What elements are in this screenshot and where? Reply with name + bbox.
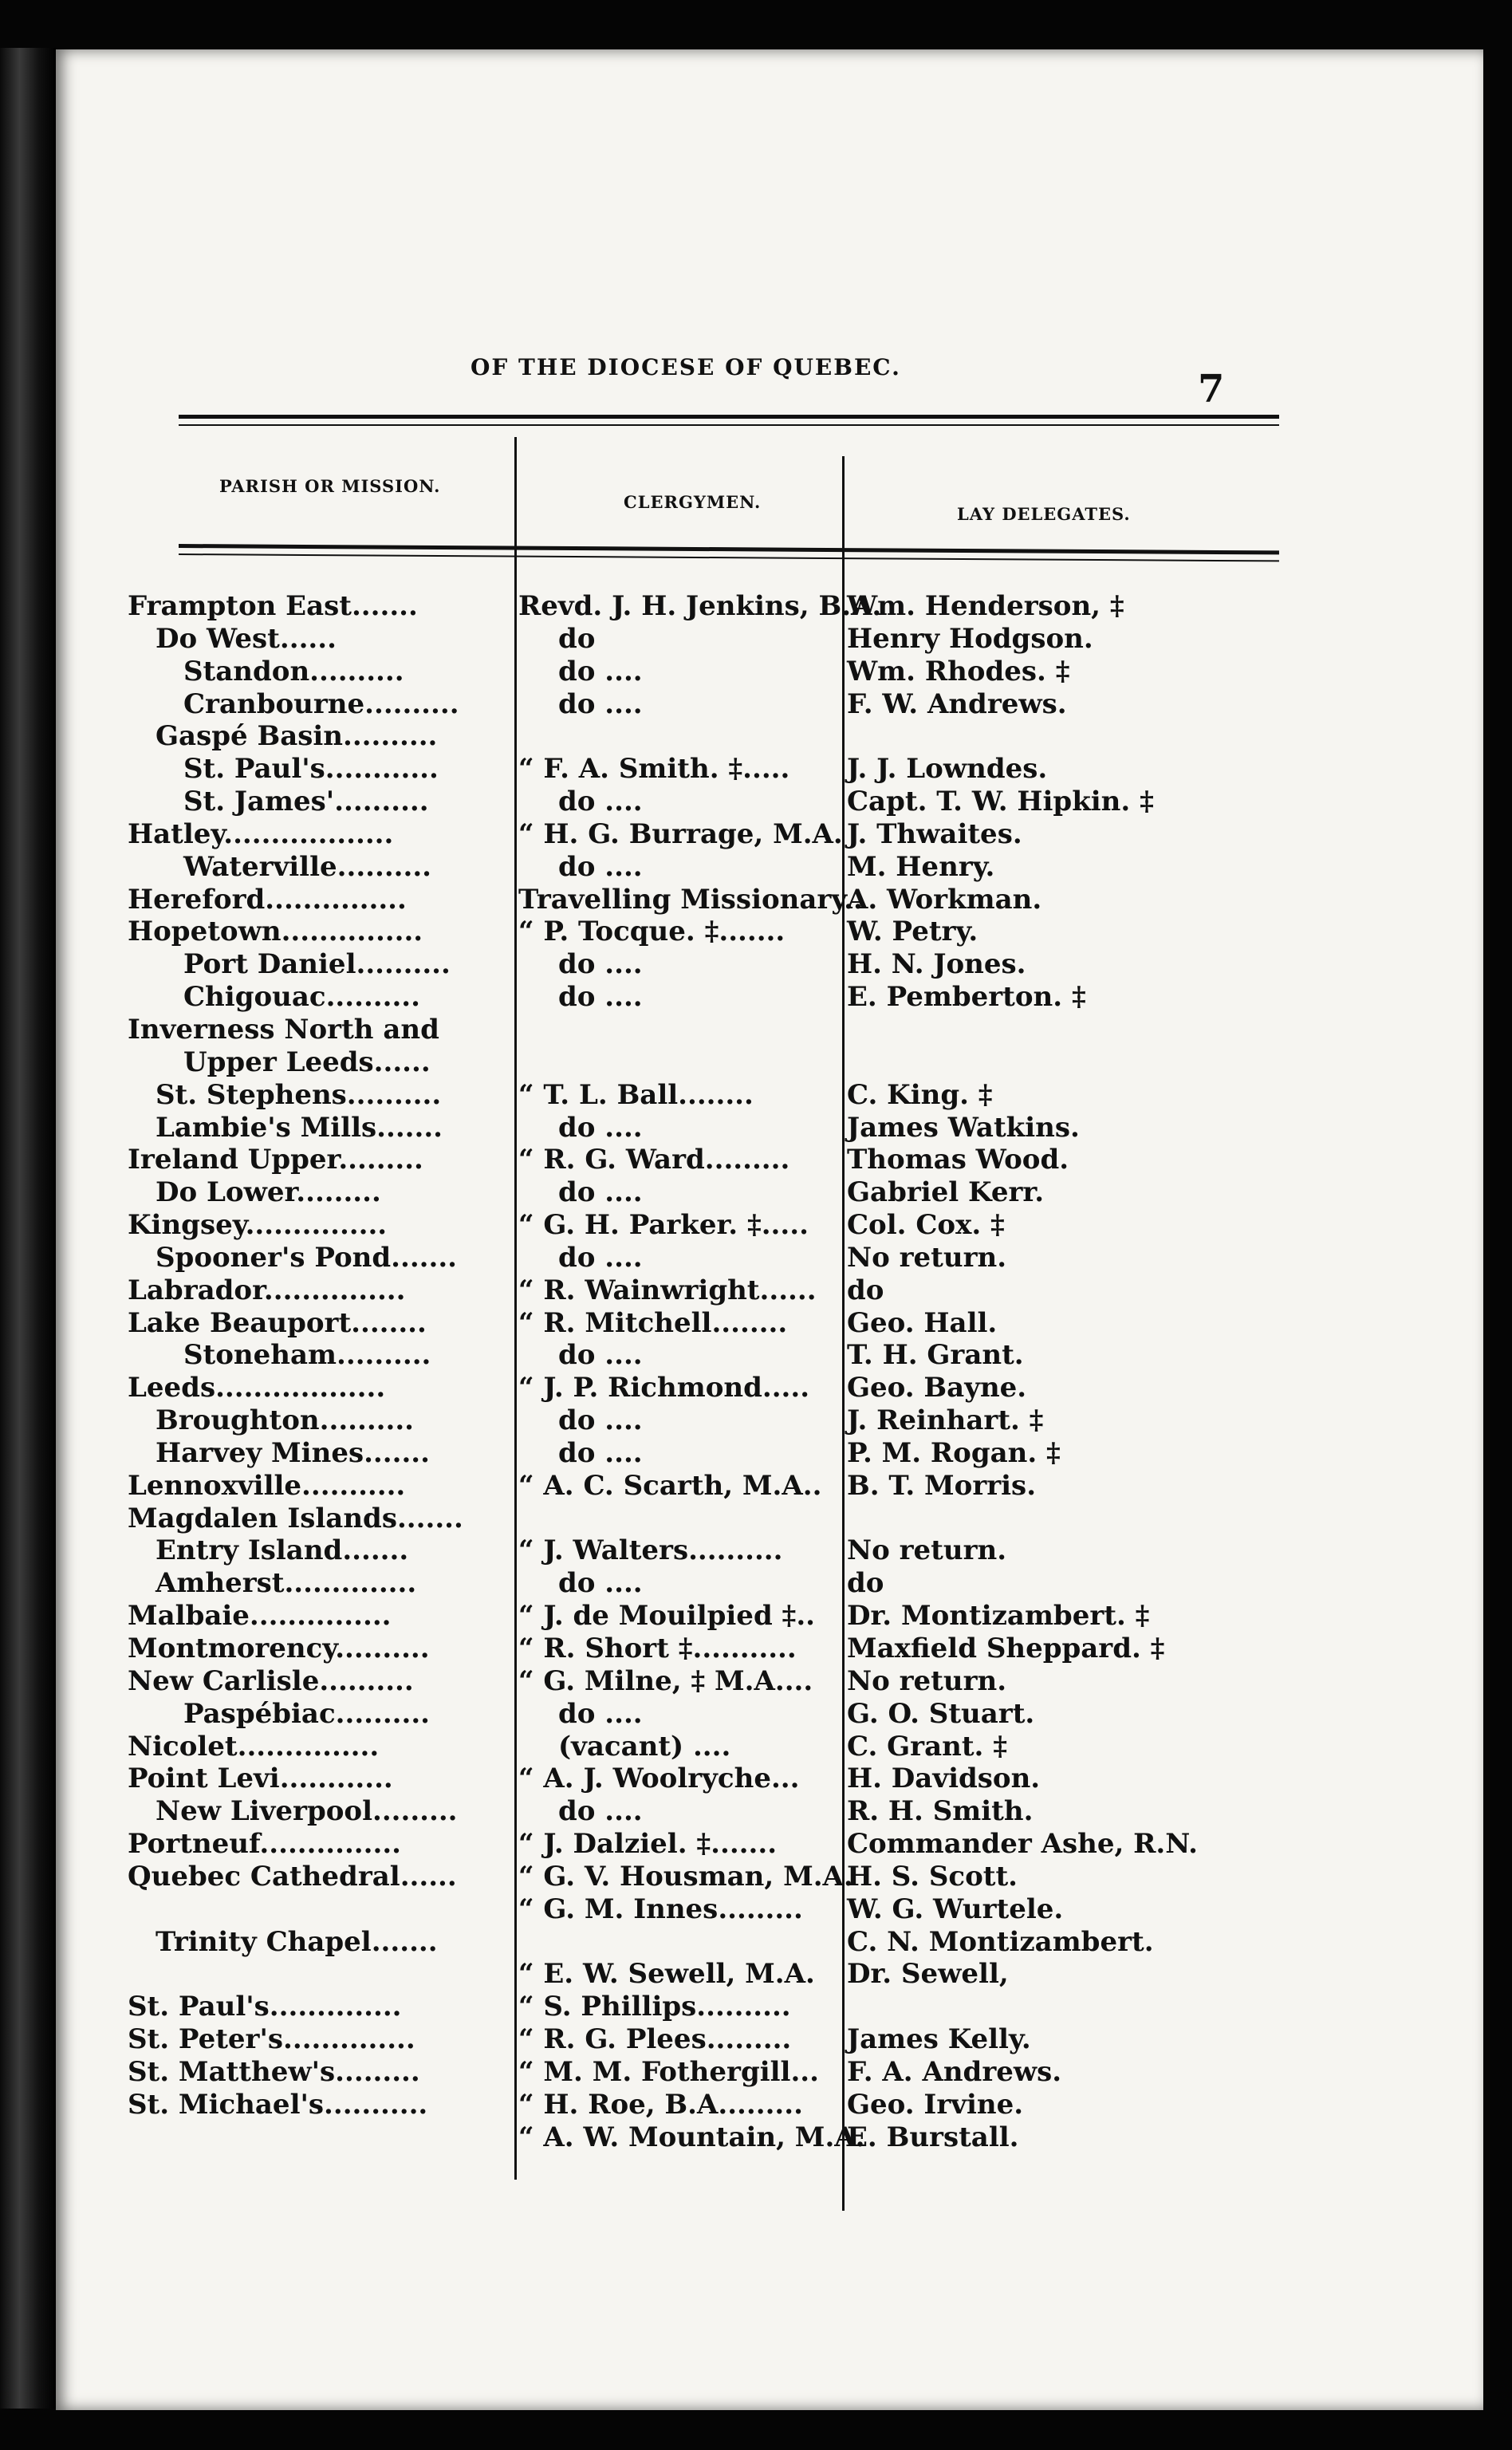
lay-delegate-cell: H. Davidson. <box>847 1763 1041 1795</box>
clergy-cell: “ J. Walters.......... <box>518 1534 783 1567</box>
parish-cell: St. Peter's.............. <box>128 2023 415 2056</box>
table-row <box>56 1861 1483 1893</box>
parish-cell: Gaspé Basin.......... <box>156 720 438 753</box>
table-row <box>56 1372 1483 1404</box>
parish-cell: Amherst.............. <box>156 1567 417 1600</box>
clergy-cell: “ J. Dalziel. ‡....... <box>518 1828 778 1861</box>
parish-cell: Stoneham.......... <box>183 1339 431 1372</box>
lay-delegate-cell: do <box>847 1274 884 1306</box>
header-rule-top <box>179 415 1279 419</box>
table-row <box>56 1828 1483 1861</box>
parish-cell: Malbaie............... <box>128 1600 392 1633</box>
table-row <box>56 1242 1483 1274</box>
book-spine <box>0 48 56 2409</box>
table-row <box>56 1046 1483 1079</box>
table-row <box>56 1763 1483 1795</box>
lay-delegate-cell: F. A. Andrews. <box>847 2055 1062 2088</box>
table-row <box>56 1503 1483 1535</box>
clergy-cell: “ F. A. Smith. ‡..... <box>518 753 790 786</box>
lay-delegate-cell: Dr. Montizambert. ‡ <box>847 1600 1150 1633</box>
table-row <box>56 1731 1483 1763</box>
lay-delegate-cell: E. Burstall. <box>847 2121 1019 2153</box>
clergy-cell: “ G. Milne, ‡ M.A.... <box>518 1664 813 1697</box>
parish-cell: Do Lower......... <box>156 1176 381 1209</box>
lay-delegate-cell: Commander Ashe, R.N. <box>847 1828 1198 1861</box>
table-row <box>56 981 1483 1014</box>
page-number: 7 <box>1198 367 1225 412</box>
lay-delegate-cell: Capt. T. W. Hipkin. ‡ <box>847 786 1154 818</box>
table-row <box>56 1567 1483 1600</box>
clergy-cell: “ A. W. Mountain, M.A. <box>518 2121 865 2153</box>
parish-cell: Waterville.......... <box>183 850 432 883</box>
parish-cell: Ireland Upper......... <box>128 1144 423 1176</box>
parish-cell: Labrador............... <box>128 1274 406 1306</box>
table-row <box>56 2056 1483 2089</box>
parish-cell: Spooner's Pond....... <box>156 1241 458 1274</box>
clergy-cell: do .... <box>558 948 643 981</box>
clergy-cell: “ R. Mitchell........ <box>518 1306 788 1339</box>
lay-delegate-cell: E. Pemberton. ‡ <box>847 981 1086 1014</box>
clergy-cell: do <box>558 622 596 655</box>
parish-cell: Quebec Cathedral...... <box>128 1860 457 1893</box>
parish-cell: St. Stephens.......... <box>156 1078 442 1111</box>
parish-cell: Lambie's Mills....... <box>156 1111 443 1144</box>
clergy-cell: “ M. M. Fothergill... <box>518 2055 819 2088</box>
parish-cell: Point Levi............ <box>128 1763 393 1795</box>
column-header-rule-thin <box>179 553 1279 561</box>
table-row <box>56 1893 1483 1926</box>
lay-delegate-cell: H. S. Scott. <box>847 1860 1018 1893</box>
parish-cell: Frampton East....... <box>128 590 418 622</box>
parish-cell: New Carlisle.......... <box>128 1664 414 1697</box>
parish-cell: Chigouac.......... <box>183 981 420 1014</box>
clergy-cell: do .... <box>558 1339 643 1372</box>
table-row <box>56 1176 1483 1209</box>
lay-delegate-cell: C. Grant. ‡ <box>847 1730 1007 1763</box>
lay-delegate-cell: Dr. Sewell, <box>847 1958 1009 1991</box>
parish-cell: Hereford............... <box>128 883 407 916</box>
lay-delegate-cell: Col. Cox. ‡ <box>847 1209 1005 1242</box>
parish-cell: Trinity Chapel....... <box>156 1925 438 1958</box>
header-rule-second <box>179 424 1279 426</box>
lay-delegate-cell: J. Thwaites. <box>847 817 1022 850</box>
lay-delegate-cell: James Kelly. <box>847 2023 1031 2056</box>
lay-delegate-cell: W. Petry. <box>847 916 978 948</box>
table-row <box>56 884 1483 916</box>
clergy-cell: do .... <box>558 850 643 883</box>
table-row <box>56 1437 1483 1470</box>
clergy-cell: (vacant) .... <box>558 1730 731 1763</box>
lay-delegate-cell: T. H. Grant. <box>847 1339 1024 1372</box>
table-row <box>56 1209 1483 1242</box>
parish-cell: Do West...... <box>156 622 337 655</box>
column-header-parish: PARISH OR MISSION. <box>219 476 441 496</box>
table-row <box>56 948 1483 981</box>
lay-delegate-cell: Wm. Rhodes. ‡ <box>847 655 1070 687</box>
parish-cell: Lake Beauport........ <box>128 1306 427 1339</box>
table-row <box>56 1991 1483 2023</box>
parish-cell: Port Daniel.......... <box>183 948 451 981</box>
table-row <box>56 688 1483 721</box>
lay-delegate-cell: M. Henry. <box>847 850 995 883</box>
table-row <box>56 1926 1483 1959</box>
parish-cell: Magdalen Islands....... <box>128 1502 463 1534</box>
clergy-cell: “ R. Wainwright...... <box>518 1274 817 1306</box>
lay-delegate-cell: C. King. ‡ <box>847 1078 993 1111</box>
table-row <box>56 753 1483 786</box>
parish-cell: Standon.......... <box>183 655 404 687</box>
clergy-cell: do .... <box>558 786 643 818</box>
clergy-cell: “ R. Short ‡........... <box>518 1633 797 1664</box>
page-header: OF THE DIOCESE OF QUEBEC. <box>471 354 901 380</box>
lay-delegate-cell: R. H. Smith. <box>847 1795 1034 1828</box>
table-row <box>56 1307 1483 1340</box>
table-row <box>56 1633 1483 1665</box>
clergy-cell: do .... <box>558 1567 643 1600</box>
parish-cell: Hopetown............... <box>128 916 423 948</box>
clergy-cell: “ S. Phillips.......... <box>518 1991 791 2023</box>
parish-cell: St. Paul's.............. <box>128 1991 402 2023</box>
table-row <box>56 720 1483 753</box>
lay-delegate-cell: C. N. Montizambert. <box>847 1925 1154 1958</box>
clergy-cell: “ H. G. Burrage, M.A. <box>518 817 843 850</box>
parish-cell: Broughton.......... <box>156 1404 415 1437</box>
lay-delegate-cell: W. G. Wurtele. <box>847 1893 1064 1925</box>
clergy-cell: do .... <box>558 1176 643 1209</box>
lay-delegate-cell: F. W. Andrews. <box>847 687 1067 720</box>
document-page <box>56 49 1483 2410</box>
table-row <box>56 2121 1483 2154</box>
table-row <box>56 1404 1483 1437</box>
lay-delegate-cell: A. Workman. <box>847 883 1042 916</box>
lay-delegate-cell: Geo. Hall. <box>847 1306 998 1339</box>
lay-delegate-cell: Geo. Bayne. <box>847 1372 1027 1404</box>
table-row <box>56 656 1483 688</box>
clergy-cell: “ J. P. Richmond..... <box>518 1372 810 1404</box>
clergy-cell: “ E. W. Sewell, M.A. <box>518 1958 815 1991</box>
parish-cell: New Liverpool......... <box>156 1795 458 1828</box>
lay-delegate-cell: P. M. Rogan. ‡ <box>847 1436 1061 1469</box>
table-row <box>56 916 1483 948</box>
clergy-cell: do .... <box>558 687 643 720</box>
lay-delegate-cell: G. O. Stuart. <box>847 1697 1035 1730</box>
clergy-cell: “ G. V. Housman, M.A. <box>518 1860 853 1893</box>
clergy-cell: “ J. de Mouilpied ‡.. <box>518 1600 816 1633</box>
parish-cell: Inverness North and <box>128 1013 439 1046</box>
parish-cell: Paspébiac.......... <box>183 1697 431 1730</box>
clergy-cell: do .... <box>558 1404 643 1437</box>
clergy-cell: do .... <box>558 1241 643 1274</box>
table-row <box>56 623 1483 656</box>
column-header-lay: LAY DELEGATES. <box>957 504 1131 524</box>
clergy-cell: “ G. M. Innes......... <box>518 1893 803 1925</box>
lay-delegate-cell: B. T. Morris. <box>847 1469 1037 1502</box>
table-row <box>56 2089 1483 2121</box>
lay-delegate-cell: Thomas Wood. <box>847 1144 1069 1176</box>
table-row <box>56 1665 1483 1698</box>
table-row <box>56 1339 1483 1372</box>
parish-cell: Harvey Mines....... <box>156 1436 430 1469</box>
clergy-cell: do .... <box>558 1436 643 1469</box>
table-row <box>56 1534 1483 1567</box>
clergy-cell: Revd. J. H. Jenkins, B.A. <box>518 590 882 622</box>
lay-delegate-cell: H. N. Jones. <box>847 948 1026 981</box>
parish-cell: Entry Island....... <box>156 1534 409 1567</box>
lay-delegate-cell: Geo. Irvine. <box>847 2088 1024 2121</box>
lay-delegate-cell: J. Reinhart. ‡ <box>847 1404 1044 1437</box>
lay-delegate-cell: J. J. Lowndes. <box>847 753 1048 786</box>
clergy-cell: “ H. Roe, B.A......... <box>518 2088 803 2121</box>
parish-cell: Portneuf............... <box>128 1828 401 1861</box>
table-row <box>56 1470 1483 1503</box>
clergy-cell: Travelling Missionary.. <box>518 883 863 916</box>
lay-delegate-cell: No return. <box>847 1534 1007 1567</box>
table-row <box>56 2023 1483 2056</box>
clergy-cell: “ P. Tocque. ‡....... <box>518 916 786 948</box>
clergy-cell: do .... <box>558 1697 643 1730</box>
clergy-cell: “ R. G. Plees......... <box>518 2023 792 2056</box>
lay-delegate-cell: do <box>847 1567 884 1600</box>
parish-cell: Montmorency.......... <box>128 1633 430 1664</box>
parish-cell: St. Matthew's......... <box>128 2055 420 2088</box>
table-row <box>56 818 1483 851</box>
parish-cell: Kingsey............... <box>128 1209 388 1242</box>
parish-cell: Lennoxville........... <box>128 1469 406 1502</box>
table-row <box>56 1795 1483 1828</box>
lay-delegate-cell: No return. <box>847 1664 1007 1697</box>
clergy-cell: “ G. H. Parker. ‡..... <box>518 1209 809 1242</box>
table-row <box>56 1698 1483 1731</box>
clergy-cell: do .... <box>558 655 643 687</box>
table-row <box>56 1112 1483 1144</box>
lay-delegate-cell: No return. <box>847 1241 1007 1274</box>
clergy-cell: do .... <box>558 1111 643 1144</box>
clergy-cell: “ A. C. Scarth, M.A.. <box>518 1469 822 1502</box>
table-row <box>56 851 1483 884</box>
parish-cell: Leeds.................. <box>128 1372 386 1404</box>
parish-cell: St. James'.......... <box>183 786 429 818</box>
clergy-cell: “ R. G. Ward......... <box>518 1144 790 1176</box>
clergy-cell: do .... <box>558 981 643 1014</box>
table-row <box>56 590 1483 623</box>
lay-delegate-cell: James Watkins. <box>847 1111 1080 1144</box>
table-row <box>56 1079 1483 1112</box>
parish-cell: St. Paul's............ <box>183 753 439 786</box>
column-header-rule <box>179 544 1279 554</box>
table-row <box>56 786 1483 818</box>
parish-cell: Upper Leeds...... <box>183 1046 431 1078</box>
column-header-clergy: CLERGYMEN. <box>624 492 762 512</box>
table-row <box>56 1144 1483 1176</box>
lay-delegate-cell: Gabriel Kerr. <box>847 1176 1045 1209</box>
clergy-cell: “ T. L. Ball........ <box>518 1078 754 1111</box>
table-row <box>56 1014 1483 1046</box>
lay-delegate-cell: Maxfield Sheppard. ‡ <box>847 1633 1165 1664</box>
table-row <box>56 1958 1483 1991</box>
parish-cell: St. Michael's........... <box>128 2088 428 2121</box>
parish-cell: Nicolet............... <box>128 1730 380 1763</box>
table-row <box>56 1600 1483 1633</box>
clergy-cell: “ A. J. Woolryche... <box>518 1763 800 1795</box>
lay-delegate-cell: Henry Hodgson. <box>847 622 1093 655</box>
parish-cell: Hatley.................. <box>128 817 394 850</box>
lay-delegate-cell: Wm. Henderson, ‡ <box>847 590 1124 622</box>
table-row <box>56 1274 1483 1307</box>
parish-table <box>56 590 1483 2154</box>
parish-cell: Cranbourne.......... <box>183 687 459 720</box>
clergy-cell: do .... <box>558 1795 643 1828</box>
